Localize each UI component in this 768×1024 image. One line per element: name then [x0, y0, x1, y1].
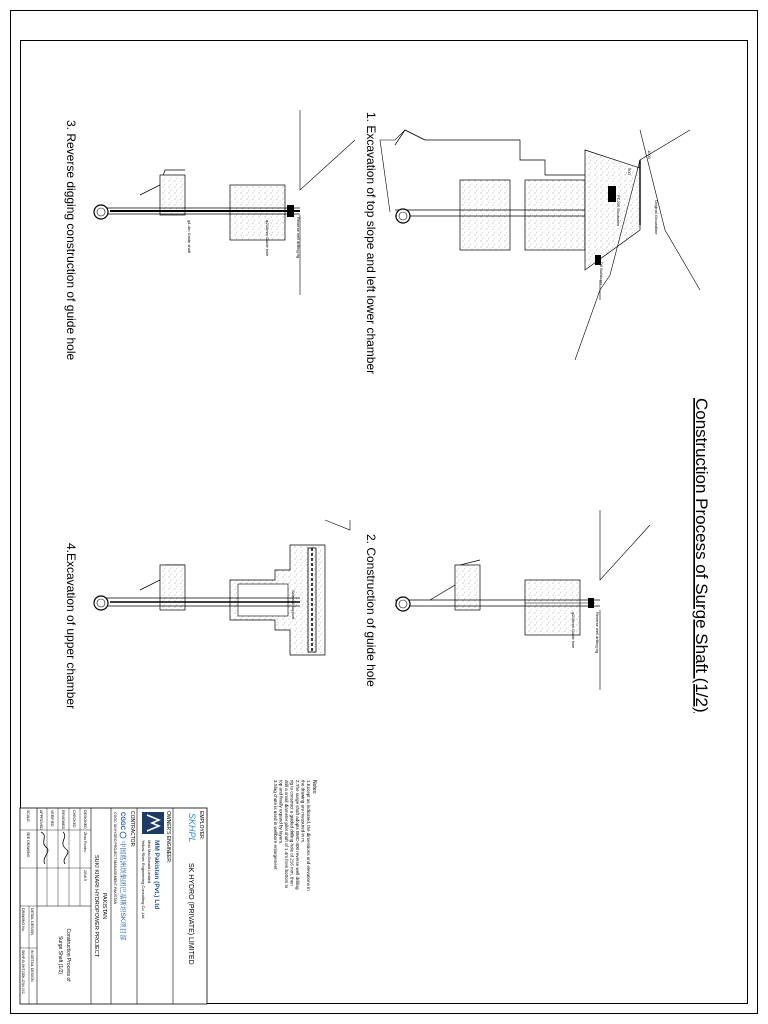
svg-text:Sidewall support: Sidewall support: [291, 590, 296, 620]
scale-value: SEE DRAWING: [26, 832, 30, 858]
step4-caption: 4.Excavation of upper chamber: [64, 543, 78, 710]
contractor-en: CGGC SKHYDRO PROJECT MANAGEMENT PAKISTAN: [113, 812, 117, 905]
svg-text:1000: 1000: [647, 150, 652, 159]
svg-text:500: 500: [627, 168, 632, 175]
stage-label: DETAIL DESIGN: [30, 908, 34, 935]
step1-left-chamber: [525, 180, 585, 250]
row-label: APPROVED: [39, 810, 43, 830]
svg-text:Reverse well drilling rig: Reverse well drilling rig: [296, 217, 301, 259]
title-block: [20, 808, 207, 1004]
country: PAKISTAN: [101, 892, 107, 920]
reverse-drill-icon: [287, 205, 294, 217]
step1-tunnel-section: [396, 209, 410, 223]
engineer-label: OWNER'S ENGINEER:: [165, 811, 171, 864]
row-label: DESIGNED: [83, 810, 87, 829]
note-line: 2.The surge shaft adopts BMC-400 reverse well drilling: [295, 780, 300, 890]
notes-header: Notes:: [311, 780, 317, 795]
step1-lining-block: [460, 180, 510, 250]
step2-drawing: [395, 510, 650, 690]
step2-caption: 2. Construction of guide hole: [364, 534, 378, 687]
note-line: 1.Except as indicated, the dimensions and elevations in: [306, 780, 311, 891]
stage-value: IN DETAIL DESIGN: [30, 950, 34, 982]
row-label: REVIEWED: [61, 810, 65, 830]
note-line: the drawing are measured in m.: [300, 780, 306, 844]
note-line: 3.Slag chute is used in wellbore enlargement: [273, 780, 278, 870]
step4-drawing: [94, 520, 350, 655]
drawing-title: Construction Process of Surge Shaft (1/2): [692, 398, 711, 713]
step4-tunnel-section: [94, 596, 108, 610]
note-line: top and finally expand by layers.: [278, 780, 284, 845]
row-label: CHECKED: [72, 810, 76, 828]
note-line: drill a small diameter pilot shaft of 1.4m from bottom to: [284, 780, 289, 889]
excavator-icon: [608, 186, 616, 202]
svg-text:Reverse well drilling rig: Reverse well drilling rig: [595, 612, 600, 654]
step3-tunnel-section: [94, 205, 108, 219]
step2-tunnel-section: [396, 597, 410, 611]
engineer-sub2: Yellow River Engineering Consulting Co.,Ltd: [141, 840, 146, 919]
drawing-title-line-1: Construction Process of: [65, 928, 71, 982]
employer-label: EMPLOYER:: [198, 811, 204, 841]
note-line: rig to construct a guided drilling hole of 216 mm, then: [289, 780, 295, 886]
svg-text:PC200 Excavator: PC200 Excavator: [616, 195, 621, 227]
employer-name: SK HYDRO (PRIVATE) LIMITED: [187, 863, 194, 965]
employer-logo: SKHPL: [187, 813, 197, 843]
notes-block: [273, 780, 317, 891]
step3-drawing: [94, 110, 355, 295]
row-value: Zhao Ruichu: [83, 832, 87, 853]
step3-block: [230, 185, 285, 240]
contractor-cn: 中国葛洲坝集团巴基斯坦SK项目部: [119, 841, 126, 941]
drill-rig-icon: [588, 598, 594, 608]
svg-text:φ216mm Guide hole: φ216mm Guide hole: [265, 220, 270, 257]
scale-label: SCALE: [26, 810, 30, 822]
step1-drawing: [380, 130, 700, 360]
drawing-no-value: SKHP-B-SHT-DDK-CSH-002: [21, 950, 25, 994]
svg-text:Original Groundline: Original Groundline: [654, 200, 659, 235]
svg-text:φ216mm Guide hole: φ216mm Guide hole: [571, 612, 576, 649]
svg-text:φ1.4m Guide shaft: φ1.4m Guide shaft: [187, 220, 192, 254]
engineer-name: MM Pakistan (Pvt.) Ltd: [153, 840, 160, 910]
project-name: SUKI KINARI HYDROPOWER PROJECT: [93, 854, 99, 958]
drawing-title-line-2: Surge Shaft (1/2): [57, 935, 63, 975]
engineer-sub1: Mott MacDonald Limited: [147, 840, 152, 884]
step3-caption: 3. Reverse digging construction of guide hole: [64, 120, 78, 361]
contractor-label: CONTRACTOR:: [129, 811, 135, 848]
row-label: VERIFIED: [50, 810, 54, 827]
drawing-no-label: DRAWING No.: [21, 908, 25, 932]
svg-text:D6 Bulldozer: D6 Bulldozer: [599, 262, 604, 285]
cggc-logo-icon: CGGC: [119, 812, 125, 830]
step1-caption: 1. Excavation of top slope and left lower chamber: [364, 112, 378, 375]
row-value: 2016.5: [83, 870, 87, 881]
